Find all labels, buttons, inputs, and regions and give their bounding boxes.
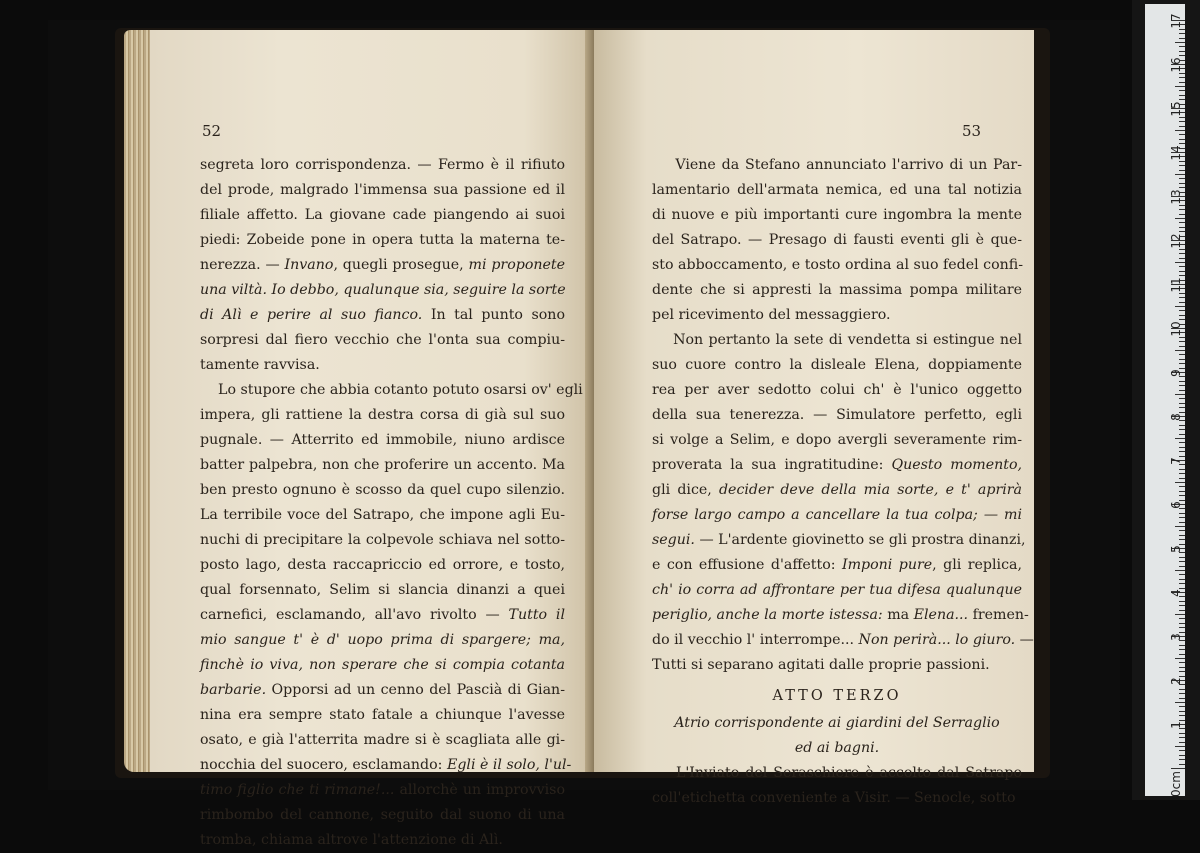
text-line [200, 603, 565, 628]
text-line [652, 503, 1022, 528]
ruler-tick [1179, 178, 1185, 179]
ruler-tick [1179, 38, 1185, 39]
text-run: Tutti si separano agitati dalle proprie passioni. [652, 657, 990, 673]
text-run: fremen- [968, 607, 1029, 623]
text-line [200, 728, 565, 753]
text-run: sorpresi dal fiero vecchio che l'onta sua compiu- [200, 332, 565, 348]
text-line [200, 203, 565, 228]
text-line [200, 528, 565, 553]
ruler-tick [1179, 121, 1185, 122]
italic-text: ch' io corra ad affrontare per tua difesa qualunque [652, 582, 1022, 598]
ruler-tick [1179, 258, 1185, 259]
ruler-tick [1175, 262, 1185, 263]
ruler-tick [1175, 526, 1185, 527]
text-run: della sua tenerezza. — Simulatore perfetto, egli [652, 407, 1022, 423]
text-run: L'Inviato del Seraschiere è accolto dal Satrapo [652, 765, 1022, 781]
ruler-tick [1179, 759, 1185, 760]
ruler-tick [1179, 310, 1185, 311]
ruler-number: 13 [1169, 189, 1183, 205]
text-line [200, 278, 565, 303]
text-line [652, 628, 1034, 653]
right-page-text [652, 153, 1034, 811]
text-run: allorchè un improvviso [394, 782, 565, 798]
ruler-number: 4 [1169, 589, 1183, 597]
ruler-number: 17 [1169, 13, 1183, 29]
ruler-tick [1179, 478, 1185, 479]
ruler-tick [1179, 447, 1185, 448]
ruler-tick [1179, 82, 1185, 83]
text-line [652, 203, 1022, 228]
italic-text: periglio, anche la morte istessa: [652, 607, 883, 623]
text-run: carnefici, esclamando, all'avo rivolto — [200, 607, 509, 623]
ruler-tick [1179, 486, 1185, 487]
text-line [200, 303, 565, 328]
ruler-tick [1179, 693, 1185, 694]
ruler-tick [1179, 266, 1185, 267]
ruler-tick [1179, 170, 1185, 171]
ruler-number: 6 [1169, 501, 1183, 509]
italic-text: una viltà. Io debbo, qualunque sia, seguire la sorte [200, 282, 566, 298]
ruler-tick [1179, 517, 1185, 518]
ruler-tick [1179, 566, 1185, 567]
text-line [200, 478, 565, 503]
text-run: suo cuore contro la disleale Elena, doppiamente [652, 357, 1022, 373]
text-line [652, 453, 1022, 478]
text-run: del prode, malgrado l'immensa sua passione ed il [200, 182, 565, 198]
ruler-tick [1175, 394, 1185, 395]
text-line [652, 278, 1022, 303]
ruler-tick [1179, 429, 1185, 430]
ruler-tick [1179, 139, 1185, 140]
ruler-tick [1179, 341, 1185, 342]
text-run: , gli replica, [932, 557, 1022, 573]
right-text-block-b [652, 761, 1022, 811]
text-run: impera, gli rattiene la destra corsa di già sul suo [200, 407, 565, 423]
ruler-tick [1175, 130, 1185, 131]
italic-text: barbarie. [200, 682, 267, 698]
text-line [652, 253, 1022, 278]
ruler-number: 8 [1169, 413, 1183, 421]
italic-text: Elena... [913, 607, 969, 623]
ruler-tick [1179, 214, 1185, 215]
ruler-tick [1179, 742, 1185, 743]
text-line [652, 328, 1022, 353]
text-run: nuchi di precipitare la colpevole schiava nel sotto- [200, 532, 565, 548]
scene-description-line: ed ai bagni. [794, 740, 880, 756]
text-run: osato, e già l'atterrita madre si è scagliata alle gi- [200, 732, 565, 748]
ruler-tick [1175, 306, 1185, 307]
ruler-number: 9 [1169, 369, 1183, 377]
ruler-tick [1179, 579, 1185, 580]
text-line [200, 653, 565, 678]
text-run: nerezza. — [200, 257, 285, 273]
text-line [200, 453, 565, 478]
ruler-tick [1179, 390, 1185, 391]
text-line [652, 653, 1022, 678]
text-line [652, 428, 1022, 453]
right-text-block-a [652, 153, 1034, 678]
text-line [200, 628, 565, 653]
text-run: tromba, chiama altrove l'attenzione di Alì. [200, 832, 503, 848]
italic-text: segui. [652, 532, 695, 548]
text-run: di nuove e più importanti cure ingombra la mente [652, 207, 1022, 223]
ruler-tick [1179, 698, 1185, 699]
text-run: ben presto ognuno è scosso da quel cupo silenzio. [200, 482, 565, 498]
italic-text: forse largo campo a cancellare la tua colpa; — mi [652, 507, 1022, 523]
text-line [200, 503, 565, 528]
ruler-tick [1175, 174, 1185, 175]
text-run: In tal punto sono [422, 307, 565, 323]
ruler-tick [1179, 359, 1185, 360]
text-run: La terribile voce del Satrapo, che impone agli Eu- [200, 507, 565, 523]
ruler-tick [1179, 605, 1185, 606]
text-run: Viene da Stefano annunciato l'arrivo di un Par- [652, 157, 1022, 173]
text-line [200, 153, 565, 178]
ruler-tick [1179, 662, 1185, 663]
text-run: coll'etichetta conveniente a Visir. — Senocle, sotto [652, 790, 1016, 806]
text-line [200, 428, 565, 453]
italic-text: Egli è il solo, l'ul- [446, 757, 572, 773]
ruler-tick [1179, 522, 1185, 523]
text-run: dente che si appresti la massima pompa militare [652, 282, 1022, 298]
text-line [652, 603, 1029, 628]
ruler-number: 16 [1169, 57, 1183, 73]
text-run: lamentario dell'armata nemica, ed una tal notizia [652, 182, 1022, 198]
ruler-tick [1179, 442, 1185, 443]
text-line [200, 703, 565, 728]
act-heading: ATTO TERZO [772, 688, 902, 704]
ruler-tick [1179, 126, 1185, 127]
text-line [200, 678, 565, 703]
text-line [200, 178, 565, 203]
text-line [200, 353, 565, 378]
ruler-tick [1179, 227, 1185, 228]
ruler-number: 10 [1169, 321, 1183, 337]
ruler-tick [1179, 491, 1185, 492]
text-run: qual forsennato, Selim si slancia dinanzi a quei [200, 582, 565, 598]
ruler-tick [1179, 183, 1185, 184]
text-run: pel ricevimento del messaggiero. [652, 307, 891, 323]
ruler-tick [1179, 764, 1185, 765]
text-run: rea per aver sedotto colui ch' è l'unico oggetto [652, 382, 1022, 398]
left-page-text [200, 153, 583, 853]
ruler-tick [1179, 618, 1185, 619]
text-run: pugnale. — Atterrito ed immobile, niuno ardisce [200, 432, 565, 448]
ruler-number: 3 [1169, 633, 1183, 641]
ruler-tick [1179, 473, 1185, 474]
ruler-tick [1175, 42, 1185, 43]
text-line [652, 403, 1022, 428]
ruler-tick [1179, 667, 1185, 668]
ruler-number: 5 [1169, 545, 1183, 553]
text-run: Opporsi ad un cenno del Pascià di Gian- [266, 682, 565, 698]
ruler-tick [1179, 561, 1185, 562]
italic-text: timo figlio che ti rimane!... [200, 782, 395, 798]
text-run: filiale affetto. La giovane cade piangendo ai suoi [200, 207, 565, 223]
text-run: nina era sempre stato fatale a chiunque l'avesse [200, 707, 565, 723]
ruler-tick [1179, 750, 1185, 751]
italic-text: Imponi pure [841, 557, 933, 573]
ruler-tick [1179, 95, 1185, 96]
ruler-number: 12 [1169, 233, 1183, 249]
text-line [652, 353, 1022, 378]
ruler-unit-label: 0cm [1169, 771, 1183, 797]
text-run: ma [882, 607, 914, 623]
ruler-tick [1175, 350, 1185, 351]
ruler-tick [1175, 86, 1185, 87]
ruler-tick [1179, 90, 1185, 91]
ruler-tick [1175, 570, 1185, 571]
ruler-tick [1179, 434, 1185, 435]
text-run: batter palpebra, non che proferire un accento. Ma [200, 457, 565, 473]
italic-text: mi proponete [468, 257, 565, 273]
text-run: e con effusione d'affetto: [652, 557, 842, 573]
text-line [200, 403, 565, 428]
ruler-tick [1175, 438, 1185, 439]
ruler-tick [1179, 535, 1185, 536]
text-run: segreta loro corrispondenza. — Fermo è il rifiuto [200, 157, 565, 173]
text-line [200, 828, 565, 853]
text-line [652, 228, 1022, 253]
ruler-tick [1179, 610, 1185, 611]
text-line [200, 253, 565, 278]
italic-text: Tutto il [508, 607, 565, 623]
ruler-tick [1179, 77, 1185, 78]
ruler-tick [1179, 51, 1185, 52]
text-run: rimbombo del cannone, seguito dal suono di una [200, 807, 565, 823]
text-run: gli dice, [652, 482, 719, 498]
ruler-tick [1175, 614, 1185, 615]
text-run: nocchia del suocero, esclamando: [200, 757, 447, 773]
ruler-tick [1179, 209, 1185, 210]
ruler-tick [1175, 746, 1185, 747]
ruler-tick [1179, 649, 1185, 650]
text-run: sto abboccamento, e tosto ordina al suo fedel confi- [652, 257, 1024, 273]
ruler-tick [1179, 253, 1185, 254]
ruler-tick [1179, 755, 1185, 756]
ruler-number: 15 [1169, 101, 1183, 117]
text-line [200, 803, 565, 828]
text-line [200, 378, 583, 403]
ruler-number: 7 [1169, 457, 1183, 465]
text-run: Non pertanto la sete di vendetta si estingue nel [652, 332, 1022, 348]
ruler-tick [1179, 530, 1185, 531]
ruler-tick [1179, 398, 1185, 399]
text-run: tamente ravvisa. [200, 357, 320, 373]
ruler-number: 14 [1169, 145, 1183, 161]
text-line [652, 153, 1022, 178]
text-run: proverata la sua ingratitudine: [652, 457, 892, 473]
ruler-tick [1179, 354, 1185, 355]
text-line [652, 378, 1022, 403]
text-line [652, 553, 1022, 578]
ruler-tick [1179, 623, 1185, 624]
text-run: piedi: Zobeide pone in opera tutta la materna te- [200, 232, 565, 248]
italic-text: Questo momento, [891, 457, 1023, 473]
text-line [652, 761, 1022, 786]
text-line [652, 528, 1026, 553]
text-run: — [1015, 632, 1034, 648]
text-run: del Satrapo. — Presago di fausti eventi gli è que- [652, 232, 1022, 248]
ruler-tick [1179, 165, 1185, 166]
ruler-number: 1 [1169, 721, 1183, 729]
ruler-tick [1175, 218, 1185, 219]
ruler-tick [1179, 385, 1185, 386]
page-number-right: 53 [962, 122, 982, 140]
text-run: Lo stupore che abbia cotanto potuto osarsi ov' egli [200, 382, 583, 398]
italic-text: Non perirà... lo giuro. [858, 632, 1016, 648]
ruler-number: 11 [1169, 277, 1183, 293]
text-run: do il vecchio l' interrompe... [652, 632, 859, 648]
ruler-tick [1179, 46, 1185, 47]
italic-text: decider deve della mia sorte, e t' aprirà [718, 482, 1023, 498]
ruler-tick [1179, 654, 1185, 655]
ruler-tick [1179, 737, 1185, 738]
text-line [200, 578, 565, 603]
text-line [200, 228, 565, 253]
text-line [652, 578, 1022, 603]
ruler-tick [1179, 706, 1185, 707]
italic-text: Invano [284, 257, 334, 273]
text-line [200, 778, 565, 803]
page-number-left: 52 [202, 122, 222, 140]
text-run: , quegli prosegue, [333, 257, 469, 273]
ruler-tick [1179, 711, 1185, 712]
left-page [150, 30, 590, 848]
ruler-tick [1175, 702, 1185, 703]
ruler-tick [1175, 482, 1185, 483]
ruler-tick [1179, 346, 1185, 347]
text-line [652, 303, 1022, 328]
scene-description-line: Atrio corrispondente ai giardini del Serraglio [674, 715, 1000, 731]
ruler-tick [1179, 302, 1185, 303]
text-line [652, 178, 1022, 203]
ruler-tick [1179, 222, 1185, 223]
text-line [200, 753, 572, 778]
text-line [200, 328, 565, 353]
ruler-tick [1179, 403, 1185, 404]
italic-text: di Alì e perire al suo fianco. [200, 307, 423, 323]
italic-text: finchè io viva, non sperare che si compia cotanta [200, 657, 565, 673]
text-run: — L'ardente giovinetto se gli prostra dinanzi, [694, 532, 1026, 548]
right-page [594, 30, 1034, 806]
ruler-number: 2 [1169, 677, 1183, 685]
text-line [200, 553, 565, 578]
ruler-tick [1179, 574, 1185, 575]
text-line [652, 786, 1022, 811]
italic-text: mio sangue t' è d' uopo prima di spargere; ma, [200, 632, 565, 648]
text-run: posto lago, desta raccapriccio ed orrore, e tosto, [200, 557, 565, 573]
text-run: si volge a Selim, e dopo avergli severamente rim- [652, 432, 1022, 448]
ruler-tick [1179, 134, 1185, 135]
ruler-tick [1179, 297, 1185, 298]
ruler-tick [1179, 33, 1185, 34]
ruler-tick [1179, 315, 1185, 316]
ruler-tick [1175, 658, 1185, 659]
text-line [652, 478, 1022, 503]
ruler-tick [1179, 271, 1185, 272]
ruler-tick [1171, 768, 1185, 769]
